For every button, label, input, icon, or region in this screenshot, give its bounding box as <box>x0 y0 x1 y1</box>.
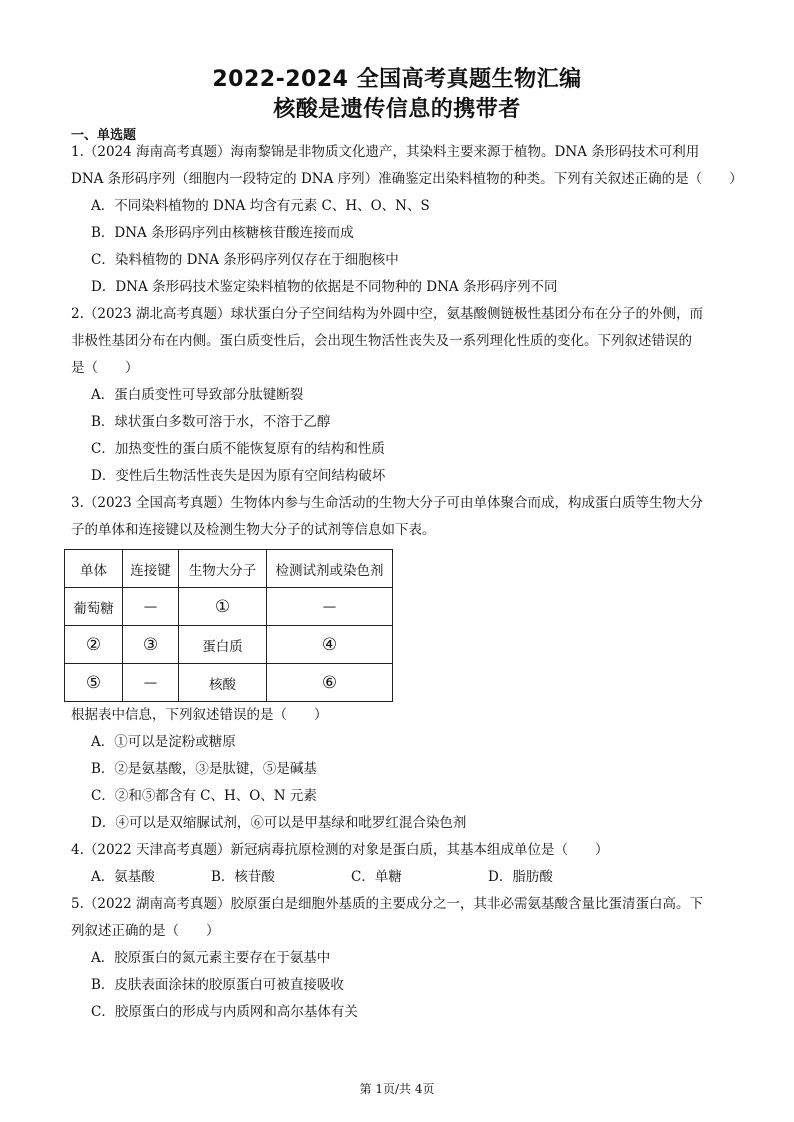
table-row <box>65 664 393 702</box>
question-1-stem: 1.（2024 海南高考真题）海南黎锦是非物质文化遗产，其染料主要来源于植物。DNA 条形码技术可利用 <box>71 144 700 160</box>
question-2-option-c: C．加热变性的蛋白质不能恢复原有的结构和性质 <box>91 441 385 457</box>
page-subtitle: 核酸是遗传信息的携带者 <box>273 97 521 122</box>
question-5-option-c: C．胶原蛋白的形成与内质网和高尔基体有关 <box>91 1004 358 1020</box>
question-3-stem: 3.（2023 全国高考真题）生物体内参与生命活动的生物大分子可由单体聚合而成，构成蛋白质等生物大分 <box>71 495 704 511</box>
question-1-option-b: B．DNA 条形码序列由核糖核苷酸连接而成 <box>91 225 354 241</box>
table-cell: — <box>267 588 393 626</box>
question-4-stem: 4.（2022 天津高考真题）新冠病毒抗原检测的对象是蛋白质，其基本组成单位是（ ） <box>71 842 609 858</box>
question-3-option-c: C．②和⑤都含有 C、H、O、N 元素 <box>91 788 317 804</box>
table-cell: 核酸 <box>179 664 267 702</box>
table-header-cell: 单体 <box>65 550 123 588</box>
question-4-option-d: D．脂肪酸 <box>488 869 553 885</box>
question-3-option-a: A．①可以是淀粉或糖原 <box>91 734 236 750</box>
table-cell: ⑤ <box>65 664 123 702</box>
page-number: 第 1页/共 4页 <box>359 1082 435 1096</box>
table-cell: — <box>123 664 179 702</box>
question-5-stem: 5.（2022 湖南高考真题）胶原蛋白是细胞外基质的主要成分之一，其非必需氨基酸含量比蛋清蛋白高。下 <box>71 896 704 912</box>
question-2-option-b: B．球状蛋白多数可溶于水，不溶于乙醇 <box>91 414 331 430</box>
table-cell: ⑥ <box>267 664 393 702</box>
question-2-option-d: D．变性后生物活性丧失是因为原有空间结构破坏 <box>91 468 386 484</box>
table-cell: ③ <box>123 626 179 664</box>
table-cell: 葡萄糖 <box>65 588 123 626</box>
table-row <box>65 626 393 664</box>
table-header-row <box>65 550 393 588</box>
question-4-option-a: A．氨基酸 <box>91 869 155 885</box>
question-5-option-a: A．胶原蛋白的氮元素主要存在于氨基中 <box>91 950 331 966</box>
macromolecule-table <box>64 549 393 702</box>
table-header-cell: 连接键 <box>123 550 179 588</box>
question-4-option-b: B．核苷酸 <box>211 869 275 885</box>
question-1-option-c: C．染料植物的 DNA 条形码序列仅存在于细胞核中 <box>91 252 399 268</box>
question-2-option-a: A．蛋白质变性可导致部分肽键断裂 <box>91 387 304 403</box>
question-1-stem-cont: DNA 条形码序列（细胞内一段特定的 DNA 序列）准确鉴定出染料植物的种类。下列有关叙述正确的是（ ） <box>71 171 743 187</box>
question-2-stem: 2.（2023 湖北高考真题）球状蛋白分子空间结构为外圆中空，氨基酸侧链极性基团分布在分子的外侧，而 <box>71 306 704 322</box>
question-3-prompt: 根据表中信息，下列叙述错误的是（ ） <box>71 707 328 723</box>
question-3-option-b: B．②是氨基酸，③是肽键，⑤是碱基 <box>91 761 317 777</box>
question-4-option-c: C．单糖 <box>351 869 402 885</box>
table-cell: — <box>123 588 179 626</box>
table-cell: ④ <box>267 626 393 664</box>
question-2-stem-end: 是（ ） <box>71 360 139 376</box>
question-5-option-b: B．皮肤表面涂抹的胶原蛋白可被直接吸收 <box>91 977 344 993</box>
question-3-stem-cont: 子的单体和连接键以及检测生物大分子的试剂等信息如下表。 <box>71 522 436 538</box>
question-1-option-a: A．不同染料植物的 DNA 均含有元素 C、H、O、N、S <box>91 198 430 214</box>
table-header-cell: 生物大分子 <box>179 550 267 588</box>
table-cell: ① <box>179 588 267 626</box>
table-cell: 蛋白质 <box>179 626 267 664</box>
section-heading: 一、单选题 <box>71 128 137 143</box>
question-5-stem-cont: 列叙述正确的是（ ） <box>71 923 220 939</box>
page-title: 2022-2024 全国高考真题生物汇编 <box>212 67 582 92</box>
question-1-option-d: D．DNA 条形码技术鉴定染料植物的依据是不同物种的 DNA 条形码序列不同 <box>91 279 558 295</box>
table-cell: ② <box>65 626 123 664</box>
table-row <box>65 588 393 626</box>
question-3-option-d: D．④可以是双缩脲试剂，⑥可以是甲基绿和吡罗红混合染色剂 <box>91 815 467 831</box>
question-2-stem-cont: 非极性基团分布在内侧。蛋白质变性后，会出现生物活性丧失及一系列理化性质的变化。下列叙述错误的 <box>71 333 692 349</box>
table-header-cell: 检测试剂或染色剂 <box>267 550 393 588</box>
